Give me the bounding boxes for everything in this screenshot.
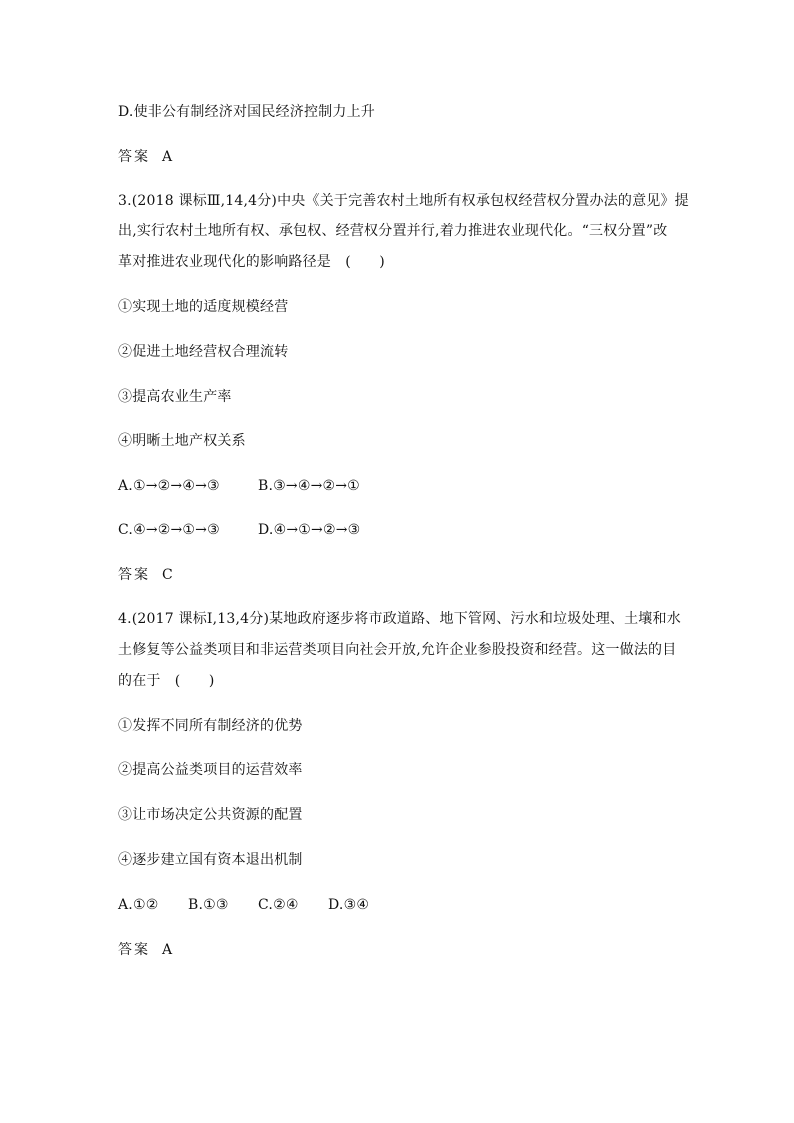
q3-item-4: ④明晰土地产权关系 xyxy=(118,433,246,449)
q4-item-4: ④逐步建立国有资本退出机制 xyxy=(118,852,303,868)
answer-value: A xyxy=(162,149,173,165)
q3-answer xyxy=(118,565,173,585)
q4-options xyxy=(118,895,438,915)
q3-option-b: B.③→④→②→① xyxy=(258,478,360,494)
q4-option-d: D.③④ xyxy=(328,897,370,913)
q3-item-3: ③提高农业生产率 xyxy=(118,389,232,405)
answer-label: 答案 xyxy=(118,567,150,583)
q4-stem-line3: 的在于 ( ) xyxy=(118,673,215,689)
q2-option-d: D.使非公有制经济对国民经济控制力上升 xyxy=(118,104,375,120)
q3-item-2: ②促进土地经营权合理流转 xyxy=(118,344,289,360)
q4-option-a: A.①② xyxy=(118,897,159,913)
q2-answer xyxy=(118,147,172,167)
answer-value: C xyxy=(162,567,173,583)
q3-option-d: D.④→①→②→③ xyxy=(258,522,361,538)
q4-answer xyxy=(118,940,172,960)
q3-stem-line3: 革对推进农业现代化的影响路径是 ( ) xyxy=(118,254,385,270)
q4-option-c: C.②④ xyxy=(258,897,299,913)
q3-option-c: C.④→②→①→③ xyxy=(118,522,220,538)
answer-label: 答案 xyxy=(118,149,150,165)
q3-option-a: A.①→②→④→③ xyxy=(118,478,220,494)
q4-item-3: ③让市场决定公共资源的配置 xyxy=(118,807,303,823)
q4-item-2: ②提高公益类项目的运营效率 xyxy=(118,762,303,778)
q3-options-cd xyxy=(118,520,518,540)
q4-item-1: ①发挥不同所有制经济的优势 xyxy=(118,718,303,734)
q3-stem-line1: 3.(2018 课标Ⅲ,14,4分)中央《关于完善农村土地所有权承包权经营权分置办法的意见》提 xyxy=(118,193,689,209)
q3-stem-line2: 出,实行农村土地所有权、承包权、经营权分置并行,着力推进农业现代化。“三权分置”改 xyxy=(118,223,668,239)
q4-stem-line2: 土修复等公益类项目和非运营类项目向社会开放,允许企业参股投资和经营。这一做法的目 xyxy=(118,642,677,658)
q3-item-1: ①实现土地的适度规模经营 xyxy=(118,299,289,315)
answer-label: 答案 xyxy=(118,942,150,958)
q3-options-ab xyxy=(118,476,518,496)
q4-stem-line1: 4.(2017 课标Ⅰ,13,4分)某地政府逐步将市政道路、地下管网、污水和垃圾处理、土壤和水 xyxy=(118,611,681,627)
answer-value: A xyxy=(162,942,173,958)
q4-option-b: B.①③ xyxy=(188,897,229,913)
